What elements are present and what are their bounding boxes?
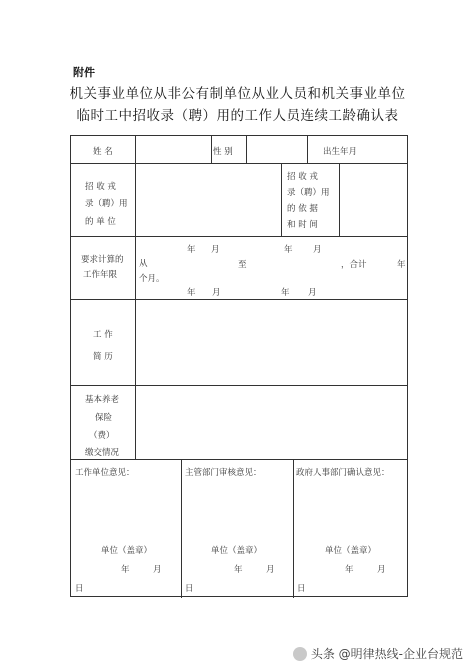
month-text: 月 (211, 245, 220, 255)
unit-seal-text: 单位（盖章） (101, 546, 153, 556)
avatar-icon (293, 647, 307, 661)
pension-label: 基本养老 (85, 395, 120, 405)
column-divider (281, 163, 282, 236)
gender-field[interactable] (248, 137, 306, 162)
form-title-line-1: 机关事业单位从非公有制单位从业人员和机关事业单位 (69, 86, 406, 102)
watermark-text: 头条 @明律热线-企业台规范 (310, 647, 463, 661)
from-text: 从 (139, 259, 148, 269)
unit-seal-text: 单位（盖章） (325, 546, 377, 556)
row-divider (71, 236, 407, 237)
year-text: 年 (187, 288, 196, 298)
hiring-basis-label: 和 时 间 (287, 220, 318, 230)
column-divider (246, 136, 247, 163)
year-text: 年 (284, 245, 293, 255)
year-text: 年 (187, 245, 196, 255)
column-divider (181, 459, 182, 598)
months-text: 个月。 (139, 274, 165, 284)
row-divider (71, 459, 407, 460)
year-text: 年 (234, 565, 243, 575)
name-label: 姓 名 (93, 147, 113, 157)
form-title-line-2: 临时工中招收录（聘）用的工作人员连续工龄确认表 (76, 108, 399, 124)
day-text: 日 (185, 584, 194, 594)
year-text: 年 (345, 565, 354, 575)
day-text: 日 (75, 584, 84, 594)
pension-label: 缴交情况 (85, 448, 120, 458)
column-divider (211, 136, 212, 163)
hiring-unit-label: 的 单 位 (85, 217, 116, 227)
hiring-unit-label: 招 收 戎 (85, 182, 116, 192)
row-divider (71, 163, 407, 164)
work-history-label: 工 作 (93, 330, 113, 340)
column-divider (307, 136, 308, 163)
pension-field[interactable] (137, 387, 405, 458)
month-text: 月 (212, 288, 221, 298)
work-history-label: 简 历 (93, 352, 113, 362)
hiring-basis-label: 的 依 据 (287, 204, 318, 214)
attachment-label: 附件 (73, 66, 95, 79)
total-text: ，合计 (341, 260, 367, 270)
unit-seal-text: 单位（盖章） (211, 546, 263, 556)
month-text: 月 (377, 565, 386, 575)
to-text: 至 (238, 260, 247, 270)
work-history-field[interactable] (137, 301, 405, 384)
column-divider (135, 136, 136, 459)
hiring-basis-label: 录（聘）用 (287, 188, 330, 198)
month-text: 月 (153, 565, 162, 575)
hiring-unit-label: 录（聘）用 (85, 199, 128, 209)
row-divider (71, 385, 407, 386)
watermark (293, 645, 463, 662)
gender-label: 性 别 (213, 147, 233, 157)
column-divider (339, 163, 340, 236)
pension-label: 保险 (95, 413, 113, 423)
year-text: 年 (281, 288, 290, 298)
name-field[interactable] (137, 137, 210, 162)
year-text: 年 (397, 260, 406, 270)
hiring-basis-field[interactable] (341, 165, 405, 235)
hiring-unit-field[interactable] (137, 165, 280, 235)
year-text: 年 (121, 565, 130, 575)
work-years-label: 工作年限 (83, 270, 118, 280)
month-text: 月 (308, 288, 317, 298)
pension-label: （费） (89, 431, 115, 441)
column-divider (293, 459, 294, 598)
month-text: 月 (313, 245, 322, 255)
work-unit-opinion-label: 工作单位意见： (75, 468, 135, 478)
day-text: 日 (297, 584, 306, 594)
month-text: 月 (266, 565, 275, 575)
confirmation-form-table (70, 135, 408, 597)
hr-dept-opinion-label: 政府人事部门确认意见： (296, 468, 390, 478)
row-divider (71, 299, 407, 300)
work-years-label: 要求计算的 (81, 255, 124, 265)
hiring-basis-label: 招 收 戎 (287, 172, 318, 182)
supervisor-opinion-label: 主管部门审核意见： (185, 468, 262, 478)
birth-date-label: 出生年月 (323, 147, 358, 157)
